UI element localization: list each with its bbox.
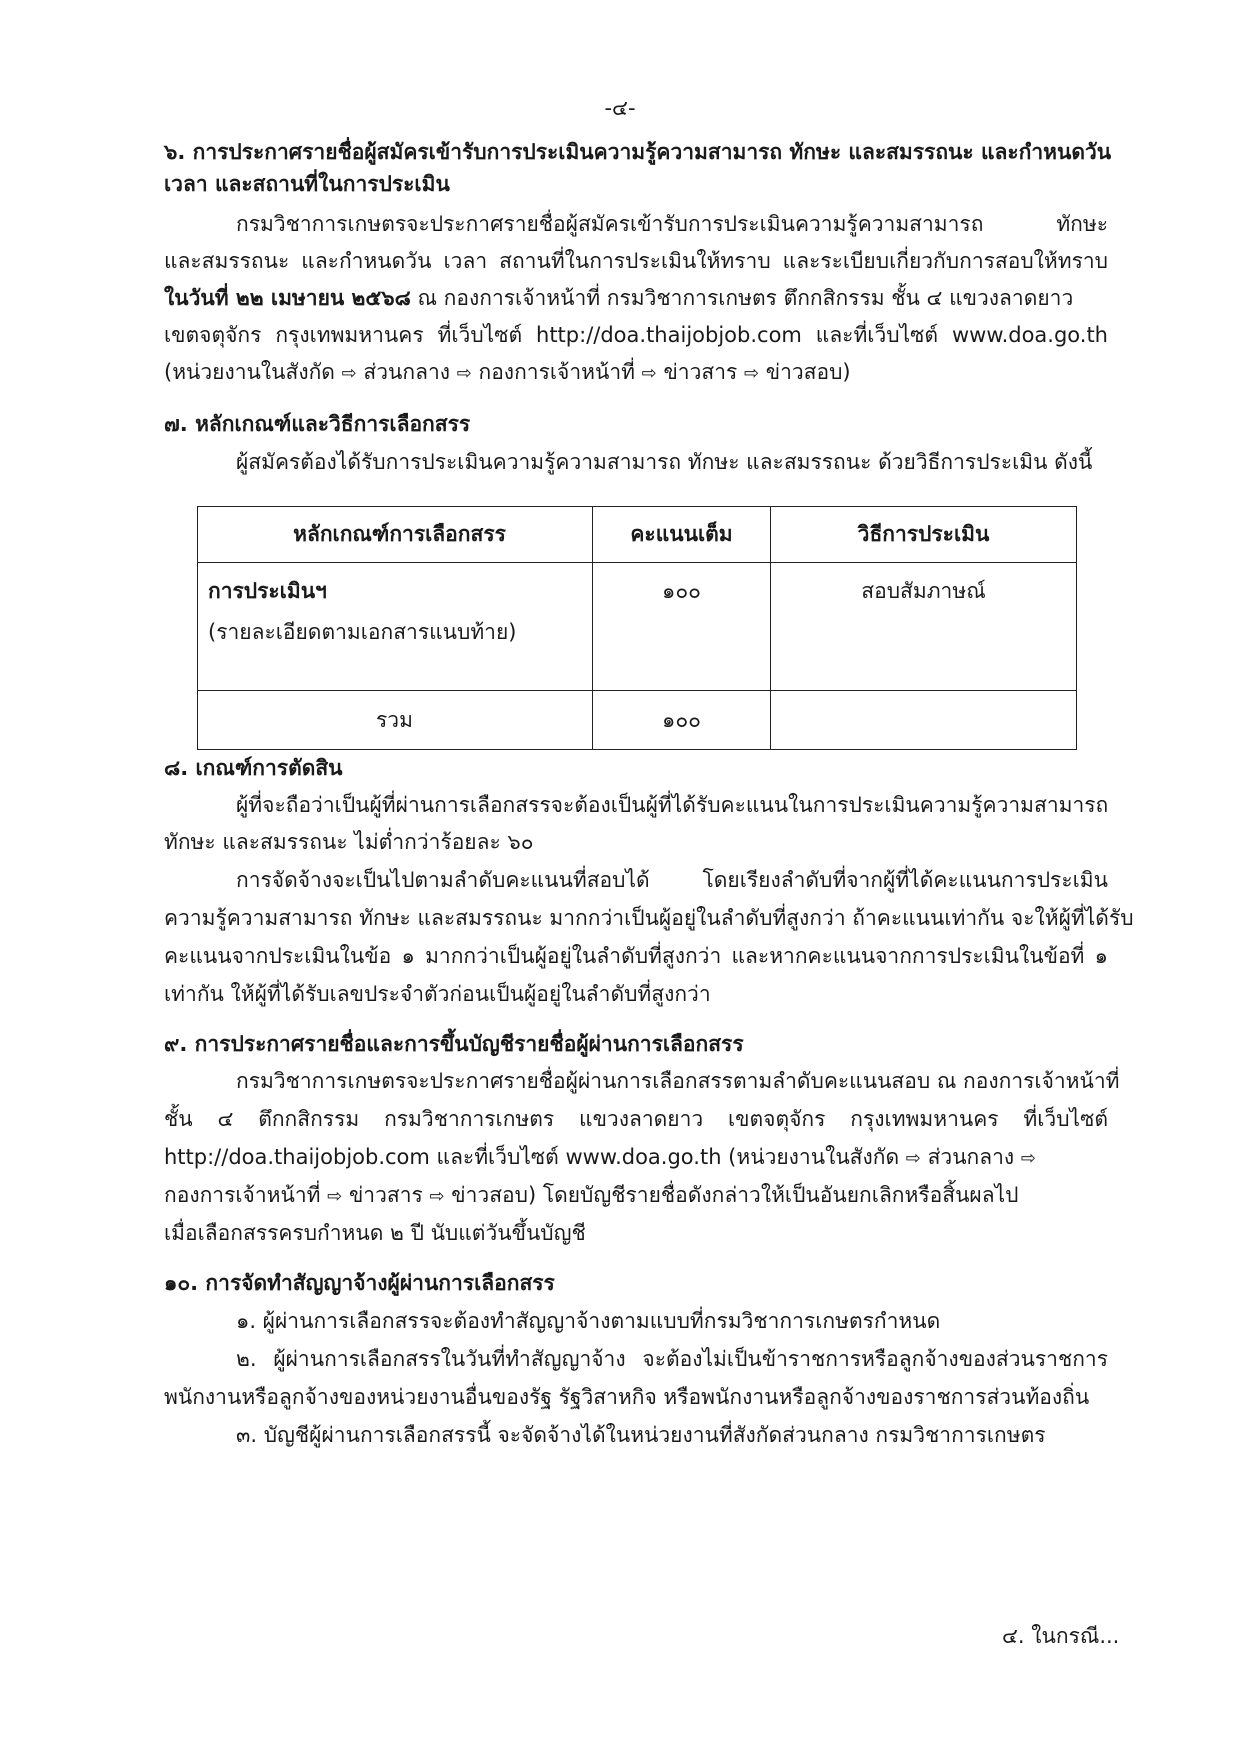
arrow-right-icon: ⇨ (1020, 1148, 1036, 1169)
section-8-para-line: เท่ากัน ให้ผู้ที่ได้รับเลขประจำตัวก่อนเป็นผู้อยู่ในลำดับที่สูงกว่า (164, 982, 711, 1006)
section-10-item: ๒. ผู้ผ่านการเลือกสรรในวันที่ทำสัญญาจ้าง จะต้องไม่เป็นข้าราชการหรือลูกจ้างของส่วนราชการ (236, 1347, 1108, 1371)
section-6-para-line (164, 282, 1073, 315)
arrow-right-icon: ⇨ (905, 1148, 921, 1169)
website-text: http://doa.thaijobjob.com และที่เว็บไซต์ www.doa.go.th (หน่วยงานในสังกัด (164, 1145, 900, 1169)
table-row (198, 563, 1077, 691)
section-9-para-line: เมื่อเลือกสรรครบกำหนด ๒ ปี นับแต่วันขึ้นบัญชี (164, 1221, 586, 1245)
section-6-para-line: กรมวิชาการเกษตรจะประกาศรายชื่อผู้สมัครเข้ารับการประเมินความรู้ความสามารถ ทักษะ (236, 212, 1108, 236)
section-10-item: ๑. ผู้ผ่านการเลือกสรรจะต้องทำสัญญาจ้างตามแบบที่กรมวิชาการเกษตรกำหนด (236, 1309, 941, 1333)
criteria-name: การประเมินฯ (208, 579, 327, 603)
score-cell: ๑๐๐ (593, 563, 771, 691)
path-exam-news: ข่าวสอบ) (765, 360, 851, 384)
criteria-note: (รายละเอียดตามเอกสารแนบท้าย) (208, 620, 517, 644)
header-full-score: คะแนนเต็ม (593, 507, 771, 563)
method-cell: สอบสัมภาษณ์ (771, 563, 1077, 691)
criteria-cell (198, 563, 593, 691)
table-header-row (198, 507, 1077, 563)
section-6-nav-path (164, 356, 851, 389)
section-6-heading-cont: เวลา และสถานที่ในการประเมิน (164, 172, 450, 196)
section-6-heading: ๖. การประกาศรายชื่อผู้สมัครเข้ารับการประเมินความรู้ความสามารถ ทักษะ และสมรรถนะ และกำหนดวัน (164, 140, 1112, 164)
section-8-heading: ๘. เกณฑ์การตัดสิน (164, 756, 343, 780)
section-6-para-line: และสมรรถนะ และกำหนดวัน เวลา สถานที่ในการประเมินให้ทราบ และระเบียบเกี่ยวกับการสอบให้ทราบ (164, 249, 1108, 273)
path-exam-news: ข่าวสอบ) โดยบัญชีรายชื่อดังกล่าวให้เป็นอันยกเลิกหรือสิ้นผลไป (451, 1183, 1019, 1207)
section-9-para-line (164, 1141, 1036, 1174)
section-7-intro: ผู้สมัครต้องได้รับการประเมินความรู้ความสามารถ ทักษะ และสมรรถนะ ด้วยวิธีการประเมิน ดังนี้ (236, 450, 1093, 474)
header-method: วิธีการประเมิน (771, 507, 1077, 563)
section-8-para-line: คะแนนจากประเมินในข้อ ๑ มากกว่าเป็นผู้อยู่ในลำดับที่สูงกว่า และหากคะแนนจากการประเมินในข้อที่ ๑ (164, 944, 1108, 968)
section-9-para-line: กรมวิชาการเกษตรจะประกาศรายชื่อผู้ผ่านการเลือกสรรตามลำดับคะแนนสอบ ณ กองการเจ้าหน้าที่ (236, 1069, 1120, 1093)
announce-location: ณ กองการเจ้าหน้าที่ กรมวิชาการเกษตร ตึกกสิกรรม ชั้น ๔ แขวงลาดยาว (410, 286, 1074, 310)
total-method (771, 691, 1077, 750)
path-central: ส่วนกลาง (927, 1145, 1015, 1169)
arrow-right-icon: ⇨ (743, 363, 760, 384)
page-number: -๔- (604, 96, 636, 120)
section-10-item: ๓. บัญชีผู้ผ่านการเลือกสรรนี้ จะจัดจ้างได้ในหน่วยงานที่สังกัดส่วนกลาง กรมวิชาการเกษตร (236, 1423, 1046, 1447)
criteria-table (197, 506, 1077, 750)
path-news: ข่าวสาร (663, 360, 738, 384)
arrow-right-icon: ⇨ (429, 1186, 445, 1207)
path-personnel: กองการเจ้าหน้าที่ (478, 360, 635, 384)
path-central: ส่วนกลาง (363, 360, 451, 384)
section-6-para-line: เขตจตุจักร กรุงเทพมหานคร ที่เว็บไซต์ http://doa.thaijobjob.com และที่เว็บไซต์ www.doa.go.th (164, 323, 1108, 347)
section-8-para-line: ทักษะ และสมรรถนะ ไม่ต่ำกว่าร้อยละ ๖๐ (164, 830, 534, 854)
section-10-item-cont: พนักงานหรือลูกจ้างของหน่วยงานอื่นของรัฐ รัฐวิสาหกิจ หรือพนักงานหรือลูกจ้างของราชการส่วนท้องถิ่น (164, 1385, 1090, 1409)
section-9-heading: ๙. การประกาศรายชื่อและการขึ้นบัญชีรายชื่อผู้ผ่านการเลือกสรร (164, 1032, 744, 1056)
section-8-para-line: การจัดจ้างจะเป็นไปตามลำดับคะแนนที่สอบได้ โดยเรียงลำดับที่จากผู้ที่ได้คะแนนการประเมิน (236, 868, 1108, 892)
section-10-heading: ๑๐. การจัดทำสัญญาจ้างผู้ผ่านการเลือกสรร (164, 1271, 555, 1295)
total-score: ๑๐๐ (593, 691, 771, 750)
arrow-right-icon: ⇨ (456, 363, 472, 384)
arrow-right-icon: ⇨ (327, 1186, 343, 1207)
section-8-para-line: ความรู้ความสามารถ ทักษะ และสมรรถนะ มากกว่าเป็นผู้อยู่ในลำดับที่สูงกว่า ถ้าคะแนนเท่ากัน จะให้ผู้ที่ได้รับ (164, 906, 1134, 930)
header-criteria: หลักเกณฑ์การเลือกสรร (198, 507, 593, 563)
path-personnel: กองการเจ้าหน้าที่ (164, 1183, 321, 1207)
path-news: ข่าวสาร (348, 1183, 423, 1207)
path-unit: (หน่วยงานในสังกัด (164, 360, 335, 384)
continuation-reference: ๔. ในกรณี... (1002, 1624, 1120, 1648)
section-7-heading: ๗. หลักเกณฑ์และวิธีการเลือกสรร (164, 412, 471, 436)
table-total-row (198, 691, 1077, 750)
total-label: รวม (198, 691, 593, 750)
announce-date: ในวันที่ ๒๒ เมษายน ๒๕๖๘ (164, 286, 411, 310)
section-8-para-line: ผู้ที่จะถือว่าเป็นผู้ที่ผ่านการเลือกสรรจะต้องเป็นผู้ที่ได้รับคะแนนในการประเมินความรู้ความสามารถ (236, 793, 1109, 817)
arrow-right-icon: ⇨ (641, 363, 657, 384)
section-9-para-line: ชั้น ๔ ตึกกสิกรรม กรมวิชาการเกษตร แขวงลาดยาว เขตจตุจักร กรุงเทพมหานคร ที่เว็บไซต์ (164, 1107, 1108, 1131)
section-9-para-line (164, 1179, 1019, 1212)
arrow-right-icon: ⇨ (341, 363, 357, 384)
